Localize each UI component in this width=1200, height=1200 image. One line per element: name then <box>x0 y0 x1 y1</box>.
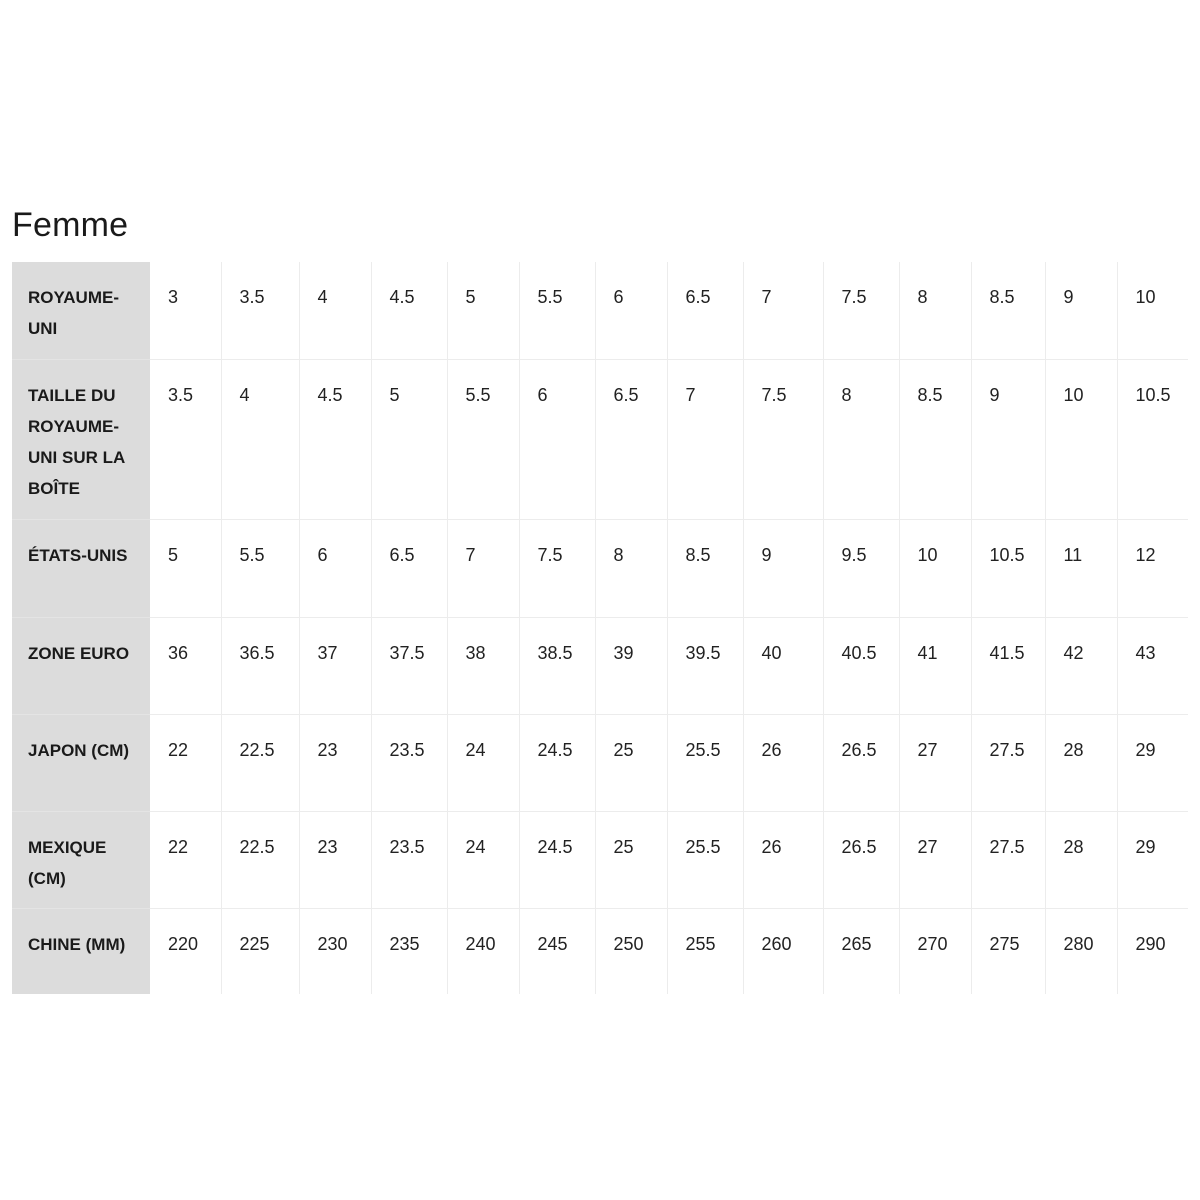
table-cell: 7.5 <box>519 519 595 617</box>
table-cell: 7 <box>447 519 519 617</box>
table-cell: 22.5 <box>221 811 299 908</box>
table-cell: 7.5 <box>743 359 823 519</box>
table-cell: 37.5 <box>371 617 447 714</box>
table-cell: 245 <box>519 908 595 994</box>
table-row <box>12 617 1188 714</box>
table-cell: 3.5 <box>150 359 221 519</box>
table-row <box>12 811 1188 908</box>
table-cell: 38 <box>447 617 519 714</box>
table-cell: 290 <box>1135 933 1166 954</box>
table-cell: 7 <box>667 359 743 519</box>
row-header: ZONE EURO <box>12 617 150 714</box>
table-cell: 28 <box>1045 811 1117 908</box>
table-cell: 10 <box>899 519 971 617</box>
table-cell: 39 <box>595 617 667 714</box>
table-cell: 10.5 <box>971 519 1045 617</box>
table-cell: 25 <box>595 811 667 908</box>
table-cell: 8.5 <box>971 262 1045 359</box>
table-cell: 10 <box>1117 262 1188 359</box>
table-cell: 5.5 <box>221 519 299 617</box>
table-cell: 25 <box>595 714 667 811</box>
table-cell: 4 <box>221 359 299 519</box>
table-cell: 40 <box>743 617 823 714</box>
table-row <box>12 262 1188 359</box>
table-cell: 255 <box>667 908 743 994</box>
table-cell: 6.5 <box>667 262 743 359</box>
page-title: Femme <box>12 206 129 244</box>
table-cell: 22.5 <box>221 714 299 811</box>
table-cell: 5 <box>150 519 221 617</box>
table-cell: 41 <box>899 617 971 714</box>
table-cell: 9.5 <box>823 519 899 617</box>
table-cell: 22 <box>150 714 221 811</box>
table-cell: 240 <box>447 908 519 994</box>
table-cell: 25.5 <box>667 714 743 811</box>
table-cell: 270 <box>899 908 971 994</box>
table-cell: 26 <box>743 811 823 908</box>
table-cell: 220 <box>150 908 221 994</box>
table-cell: 23.5 <box>371 811 447 908</box>
table-cell: 4.5 <box>371 262 447 359</box>
table-cell: 25.5 <box>667 811 743 908</box>
table-cell: 27 <box>899 811 971 908</box>
table-cell: 6.5 <box>371 519 447 617</box>
table-cell: 3.5 <box>221 262 299 359</box>
table-cell: 22 <box>150 811 221 908</box>
table-cell: 40.5 <box>823 617 899 714</box>
table-cell: 42 <box>1045 617 1117 714</box>
table-cell: 7.5 <box>823 262 899 359</box>
table-cell: 6.5 <box>595 359 667 519</box>
table-cell: 5 <box>447 262 519 359</box>
table-row <box>12 359 1188 519</box>
table-cell: 12 <box>1117 519 1188 617</box>
table-cell: 10.5 <box>1117 359 1188 519</box>
table-cell: 4 <box>299 262 371 359</box>
table-cell: 9 <box>1045 262 1117 359</box>
table-cell: 36 <box>150 617 221 714</box>
table-cell: 8 <box>595 519 667 617</box>
table-cell: 230 <box>299 908 371 994</box>
table-cell: 23.5 <box>371 714 447 811</box>
table-cell: 6 <box>299 519 371 617</box>
table-cell: 6 <box>519 359 595 519</box>
table-cell: 38.5 <box>519 617 595 714</box>
row-header: ROYAUME-UNI <box>12 262 150 359</box>
table-cell: 29 <box>1117 714 1188 811</box>
table-cell: 26 <box>743 714 823 811</box>
row-header: JAPON (CM) <box>12 714 150 811</box>
table-cell: 29 <box>1117 811 1188 908</box>
table-row <box>12 908 1188 994</box>
table-cell: 235 <box>371 908 447 994</box>
table-cell: 26.5 <box>823 811 899 908</box>
table-cell: 275 <box>971 908 1045 994</box>
table-cell: 39.5 <box>667 617 743 714</box>
table-cell: 23 <box>299 811 371 908</box>
table-row <box>12 714 1188 811</box>
table-cell: 23 <box>299 714 371 811</box>
table-cell: 24.5 <box>519 811 595 908</box>
table-cell: 4.5 <box>299 359 371 519</box>
table-cell: 265 <box>823 908 899 994</box>
table-cell: 28 <box>1045 714 1117 811</box>
table-cell: 43 <box>1117 617 1188 714</box>
table-row <box>12 519 1188 617</box>
size-chart-table <box>12 262 1188 994</box>
table-cell: 10 <box>1045 359 1117 519</box>
table-cell: 24.5 <box>519 714 595 811</box>
table-cell: 8.5 <box>667 519 743 617</box>
table-cell: 11 <box>1045 519 1117 617</box>
table-cell: 9 <box>743 519 823 617</box>
table-cell: 41.5 <box>971 617 1045 714</box>
table-cell: 8.5 <box>899 359 971 519</box>
table-cell: 7 <box>743 262 823 359</box>
row-header: ÉTATS-UNIS <box>12 519 150 617</box>
table-cell: 225 <box>221 908 299 994</box>
table-cell: 5.5 <box>447 359 519 519</box>
table-cell: 36.5 <box>221 617 299 714</box>
table-cell: 27 <box>899 714 971 811</box>
table-cell: 3 <box>150 262 221 359</box>
row-header: MEXIQUE (CM) <box>12 811 150 908</box>
table-cell: 260 <box>743 908 823 994</box>
table-cell: 280 <box>1045 908 1117 994</box>
table-cell: 24 <box>447 811 519 908</box>
row-header: CHINE (MM) <box>12 908 150 994</box>
table-cell: 27.5 <box>971 714 1045 811</box>
row-header: TAILLE DU ROYAUME-UNI SUR LA BOÎTE <box>12 359 150 519</box>
table-cell: 250 <box>595 908 667 994</box>
table-cell: 26.5 <box>823 714 899 811</box>
table-cell: 5 <box>371 359 447 519</box>
table-cell: 27.5 <box>971 811 1045 908</box>
table-cell: 5.5 <box>519 262 595 359</box>
table-cell: 6 <box>595 262 667 359</box>
table-cell: 8 <box>899 262 971 359</box>
table-cell: 8 <box>823 359 899 519</box>
table-cell: 37 <box>299 617 371 714</box>
table-cell: 24 <box>447 714 519 811</box>
table-cell: 9 <box>971 359 1045 519</box>
